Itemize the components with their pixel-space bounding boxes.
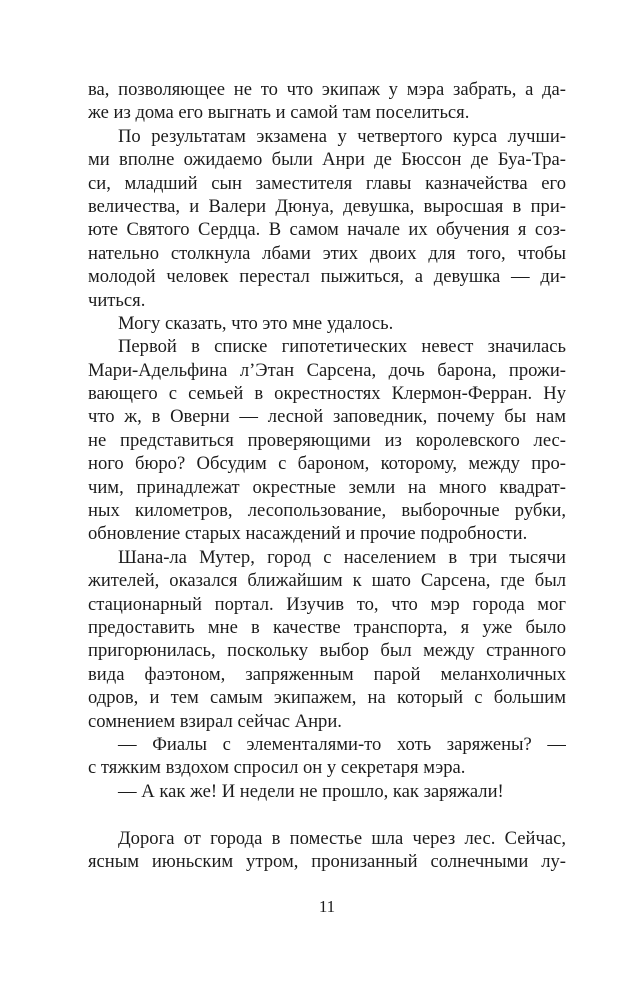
text-line: Мари-Адельфина л’Этан Сарсена, дочь барона, прожи- <box>88 359 566 381</box>
text-line: жителей, оказался ближайшим к шато Сарсена, где был <box>88 570 566 592</box>
text-line: что ж, в Оверни — лесной заповедник, почему бы нам <box>88 406 566 428</box>
text-line: ми вполне ожидаемо были Анри де Бюссон де Буа-Тра- <box>88 149 566 171</box>
section-break <box>88 803 566 826</box>
text-line: ясным июньским утром, пронизанный солнечными лу- <box>88 850 566 872</box>
text-line: же из дома его выгнать и самой там поселиться. <box>88 102 470 124</box>
text-line: обновление старых насаждений и прочие подробности. <box>88 523 528 545</box>
text-line: Первой в списке гипотетических невест значилась <box>118 336 566 358</box>
text-line: вающего с семьей в окрестностях Клермон-Ферран. Ну <box>88 383 566 405</box>
page-number: 11 <box>318 897 336 916</box>
text-line: чим, принадлежат окрестные земли на много квадрат- <box>88 476 566 498</box>
text-line: величества, и Валери Дюнуа, девушка, выросшая в при- <box>88 195 566 217</box>
text-line: — Фиалы с элементалями-то хоть заряжены? — <box>118 733 566 755</box>
text-line: По результатам экзамена у четвертого курса лучши- <box>118 125 566 147</box>
text-line: Шана-ла Мутер, город с населением в три тысячи <box>118 546 566 568</box>
text-line: ных километров, лесопользование, выборочные рубки, <box>88 500 566 522</box>
text-line: молодой человек перестал пыжиться, а девушка — ди- <box>88 266 566 288</box>
text-line: нательно столкнула лбами этих двоих для того, чтобы <box>88 242 566 264</box>
text-line: сомнением взирал сейчас Анри. <box>88 710 342 732</box>
text-line: юте Святого Сердца. В самом начале их обучения я соз- <box>88 219 566 241</box>
text-line: с тяжким вздохом спросил он у секретаря мэра. <box>88 757 466 779</box>
page-body <box>88 78 566 873</box>
text-line: Могу сказать, что это мне удалось. <box>118 312 394 334</box>
text-line: Дорога от города в поместье шла через лес. Сейчас, <box>118 827 566 849</box>
text-line: ва, позволяющее не то что экипаж у мэра забрать, а да- <box>88 79 566 100</box>
text-line: пригорюнилась, поскольку выбор был между странного <box>88 640 566 662</box>
text-line: си, младший сын заместителя главы казначейства его <box>88 172 566 194</box>
text-line: предоставить мне в качестве транспорта, я уже было <box>88 616 566 638</box>
text-line: не представиться проверяющими из королевского лес- <box>88 429 566 451</box>
text-line: — А как же! И недели не прошло, как заряжали! <box>118 780 504 802</box>
text-line: одров, и тем самым экипажем, на который с большим <box>88 687 566 709</box>
text-line: стационарный портал. Изучив то, что мэр города мог <box>88 593 566 615</box>
text-line: читься. <box>88 289 146 311</box>
text-line: ного бюро? Обсудим с бароном, которому, между про- <box>88 453 566 475</box>
text-line: вида фаэтоном, запряженным парой меланхоличных <box>88 663 566 685</box>
